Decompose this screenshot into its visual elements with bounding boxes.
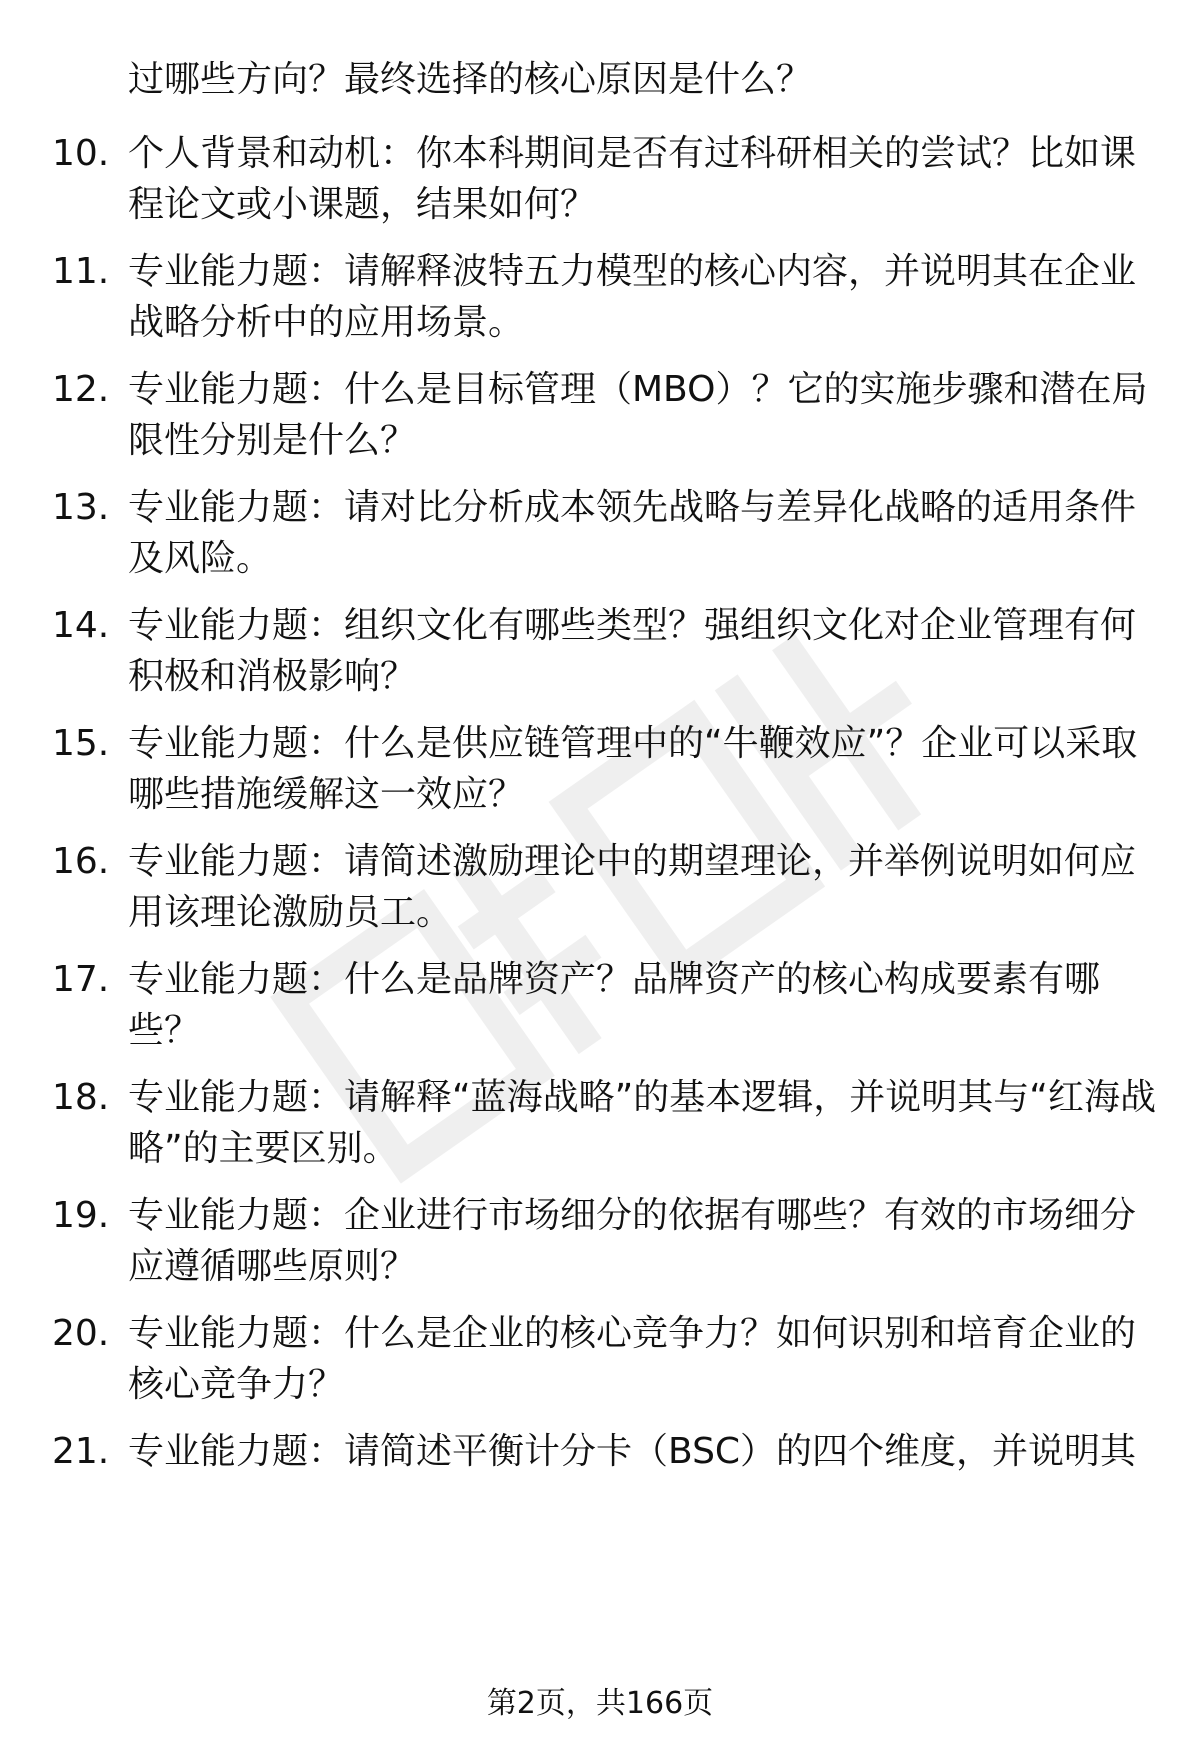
item-number: 15. [52,723,110,764]
item-text: 专业能力题：请解释“蓝海战略”的基本逻辑，并说明其与“红海战略”的主要区别。 [128,1077,1156,1169]
item-text: 专业能力题：请简述激励理论中的期望理论，并举例说明如何应用该理论激励员工。 [128,841,1137,933]
item-number: 10. [52,133,110,174]
item-text: 专业能力题：什么是供应链管理中的“牛鞭效应”？企业可以采取哪些措施缓解这一效应？ [128,723,1138,815]
item-text: 专业能力题：请简述平衡计分卡（BSC）的四个维度，并说明其 [128,1431,1137,1472]
item-text: 专业能力题：什么是企业的核心竞争力？如何识别和培育企业的核心竞争力？ [128,1313,1137,1405]
item-number: 20. [52,1313,110,1354]
item-number: 21. [52,1431,110,1472]
item-number: 11. [52,251,110,292]
page-footer: 第2页，共166页 [486,1686,714,1721]
item-text: 专业能力题：企业进行市场细分的依据有哪些？有效的市场细分应遵循哪些原则？ [128,1195,1137,1287]
item-text: 专业能力题：请解释波特五力模型的核心内容，并说明其在企业战略分析中的应用场景。 [128,251,1137,343]
item-number: 18. [52,1077,110,1118]
item-number: 12. [52,369,110,410]
item-number: 17. [52,959,110,1000]
item-number: 16. [52,841,110,882]
item-text: 专业能力题：什么是品牌资产？品牌资产的核心构成要素有哪些？ [128,959,1101,1051]
item-text: 个人背景和动机：你本科期间是否有过科研相关的尝试？比如课程论文或小课题，结果如何？ [128,133,1137,225]
item-number: 19. [52,1195,110,1236]
item-text: 专业能力题：组织文化有哪些类型？强组织文化对企业管理有何积极和消极影响？ [128,605,1137,697]
item-text: 过哪些方向？最终选择的核心原因是什么？ [128,59,813,100]
item-number: 14. [52,605,110,646]
item-text: 专业能力题：请对比分析成本领先战略与差异化战略的适用条件及风险。 [128,487,1137,579]
item-text: 专业能力题：什么是目标管理（MBO）？它的实施步骤和潜在局限性分别是什么？ [128,369,1148,461]
item-number: 13. [52,487,110,528]
